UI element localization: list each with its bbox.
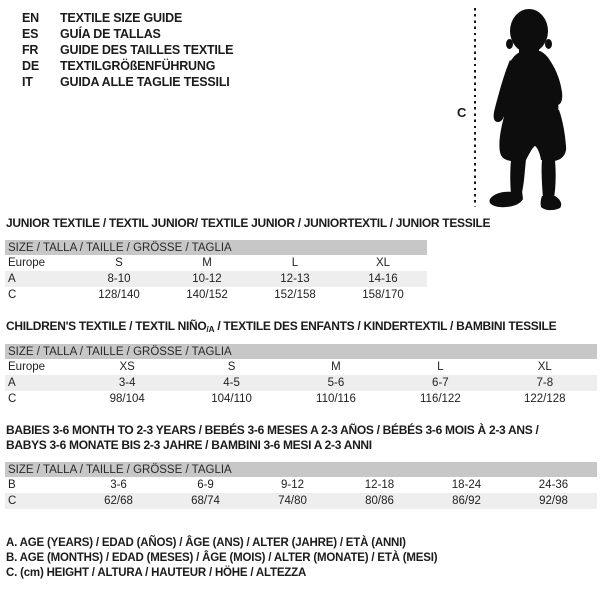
size-header-band: SIZE / TALLA / TAILLE / GRÖSSE / TAGLIA	[5, 462, 597, 477]
size-header-band: SIZE / TALLA / TAILLE / GRÖSSE / TAGLIA	[5, 344, 597, 359]
age-cell: 10-12	[163, 271, 251, 287]
language-list	[22, 10, 233, 90]
months-cell: 12-18	[364, 479, 395, 491]
row-label: Europe	[8, 361, 46, 373]
table-row-height	[5, 493, 597, 509]
months-cell: 3-6	[110, 479, 127, 491]
months-cell: 24-36	[538, 479, 569, 491]
junior-size-table	[5, 240, 427, 303]
table-row-age	[5, 375, 597, 391]
size-cell: XL	[375, 257, 391, 269]
size-header-band: SIZE / TALLA / TAILLE / GRÖSSE / TAGLIA	[5, 240, 427, 255]
language-code: IT	[22, 75, 33, 89]
height-cell: 140/152	[186, 289, 228, 301]
age-cell: 14-16	[339, 271, 427, 287]
children-table-title	[6, 319, 556, 334]
age-cell: 8-10	[75, 271, 163, 287]
language-code: EN	[22, 11, 39, 25]
row-label: C	[8, 393, 17, 405]
table-row-height	[5, 287, 427, 303]
footnote-height-cm: C. (cm) HEIGHT / ALTURA / HAUTEUR / HÖHE / ALTEZZA	[6, 567, 307, 579]
height-cell: 116/122	[420, 393, 461, 405]
height-cell: 74/80	[249, 493, 336, 509]
age-cell: 4-5	[179, 375, 283, 391]
language-code: ES	[22, 27, 39, 41]
language-label: GUIDA ALLE TAGLIE TESSILI	[60, 75, 230, 89]
size-header-row	[5, 462, 597, 477]
legend-footnotes	[6, 536, 437, 581]
height-cell: 62/68	[75, 493, 162, 509]
height-cell: 158/170	[362, 289, 404, 301]
height-cell: 110/116	[316, 393, 356, 405]
months-cell: 9-12	[280, 479, 305, 491]
height-measure-dashed-line	[474, 8, 476, 207]
babies-table-title	[6, 423, 538, 453]
language-code: DE	[22, 59, 39, 73]
height-cell: 128/140	[98, 289, 140, 301]
age-cell: 7-8	[493, 375, 597, 391]
children-size-table	[5, 344, 597, 407]
footnote-age-years: A. AGE (YEARS) / EDAD (AÑOS) / ÂGE (ANS) / ALTER (JAHRE) / ETÀ (ANNI)	[6, 537, 406, 549]
height-cell: 86/92	[423, 493, 510, 509]
age-cell: 6-7	[388, 375, 492, 391]
months-cell: 18-24	[451, 479, 482, 491]
language-label: TEXTILGRÖßENFÜHRUNG	[60, 59, 216, 73]
table-row-months	[5, 477, 597, 493]
height-cell: 104/110	[211, 393, 252, 405]
size-cell: S	[115, 257, 123, 269]
language-label: GUÍA DE TALLAS	[60, 27, 161, 41]
row-label: A	[5, 375, 75, 391]
title-line-1: BABIES 3-6 MONTH TO 2-3 YEARS / BEBÉS 3-6 MESES A 2-3 AÑOS / BÉBÉS 3-6 MOIS À 2-3 ANS /	[6, 423, 539, 437]
language-label: GUIDE DES TAILLES TEXTILE	[60, 43, 234, 57]
height-cell: 152/158	[274, 289, 316, 301]
title-subscript: /A	[206, 324, 215, 334]
language-label: TEXTILE SIZE GUIDE	[60, 11, 183, 25]
row-label: B	[8, 479, 16, 491]
size-cell: L	[437, 361, 444, 373]
table-row-europe	[5, 359, 597, 375]
language-row-de	[22, 58, 233, 74]
babies-size-table	[5, 462, 597, 509]
height-cell: 80/86	[336, 493, 423, 509]
table-row-europe	[5, 255, 427, 271]
size-header-row	[5, 344, 597, 359]
row-label: A	[5, 271, 75, 287]
size-cell: XS	[119, 361, 135, 373]
junior-table-title: JUNIOR TEXTILE / TEXTIL JUNIOR/ TEXTILE JUNIOR / JUNIORTEXTIL / JUNIOR TESSILE	[6, 216, 491, 230]
size-cell: M	[331, 361, 341, 373]
age-cell: 5-6	[284, 375, 388, 391]
row-label: C	[5, 493, 75, 509]
size-cell: M	[202, 257, 212, 269]
baby-silhouette-icon	[480, 0, 600, 215]
footnote-age-months: B. AGE (MONTHS) / EDAD (MESES) / ÂGE (MOIS) / ALTER (MONATE) / ETÀ (MESI)	[6, 552, 438, 564]
size-cell: S	[227, 361, 236, 373]
size-cell: XL	[537, 361, 552, 373]
size-cell: L	[291, 257, 299, 269]
height-cell: 68/74	[162, 493, 249, 509]
title-text: CHILDREN'S TEXTILE / TEXTIL NIÑO	[6, 319, 207, 333]
row-label: C	[8, 289, 17, 301]
language-code: FR	[22, 43, 39, 57]
row-label: Europe	[8, 257, 46, 269]
height-cell: 92/98	[510, 493, 597, 509]
table-row-height	[5, 391, 597, 407]
months-cell: 6-9	[197, 479, 214, 491]
height-cell: 98/104	[109, 393, 145, 405]
title-line-2: BABYS 3-6 MONATE BIS 2-3 JAHRE / BAMBINI 3-6 MESI A 2-3 ANNI	[6, 438, 372, 452]
age-cell: 3-4	[75, 375, 179, 391]
age-cell: 12-13	[251, 271, 339, 287]
language-row-it	[22, 74, 233, 90]
table-row-age	[5, 271, 427, 287]
language-row-fr	[22, 42, 233, 58]
language-row-es	[22, 26, 233, 42]
language-row-en	[22, 10, 233, 26]
height-cell: 122/128	[523, 393, 566, 405]
title-text: / TEXTILE DES ENFANTS / KINDERTEXTIL / BAMBINI TESSILE	[214, 319, 557, 333]
size-header-row	[5, 240, 427, 255]
height-measure-label: C	[457, 105, 467, 120]
